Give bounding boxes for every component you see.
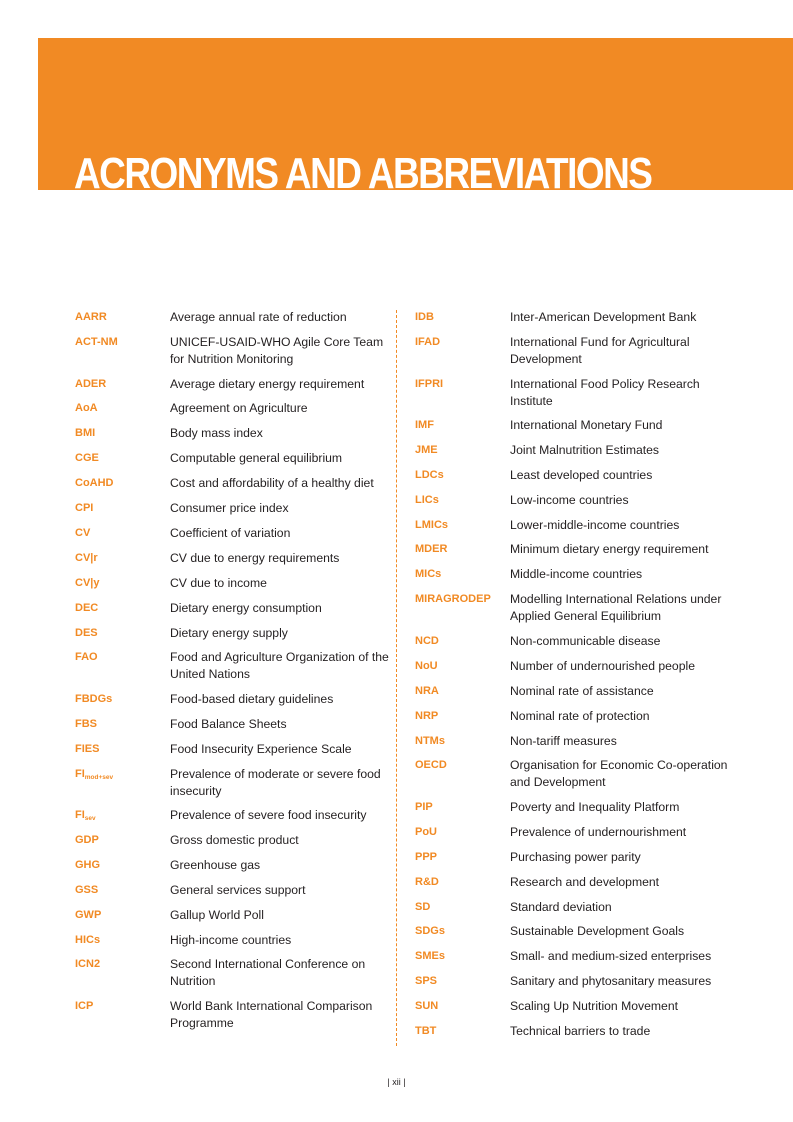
acronym-term-text: LDCs [415,469,444,481]
acronym-term-text: AoA [75,402,98,414]
acronym-term [415,467,444,483]
acronym-term [415,683,439,699]
acronym-term [415,566,441,582]
acronym-term-text: ADER [75,378,107,390]
acronym-term [415,591,491,607]
acronym-definition: Low-income countries [510,493,629,507]
acronym-term-text: CPI [75,502,94,514]
acronym-term-text: NTMs [415,735,445,747]
acronym-term-text: IFAD [415,336,441,348]
acronym-definition: CV due to income [170,576,267,590]
acronym-term [75,475,114,491]
acronym-term-text: GWP [75,909,102,921]
acronym-term-text: MIRAGRODEP [415,593,491,605]
acronym-term-text: NRA [415,685,439,697]
acronym-definition: Poverty and Inequality Platform [510,800,680,814]
acronym-term-text: SDGs [415,925,445,937]
acronym-term [415,517,448,533]
acronym-definition: Dietary energy consumption [170,601,322,615]
acronym-term-text: FIES [75,743,100,755]
acronym-term [75,998,93,1014]
acronym-term-text: GSS [75,884,99,896]
acronym-definition: Nominal rate of assistance [510,684,654,698]
acronym-definition: Small- and medium-sized enterprises [510,949,712,963]
acronym-term [415,708,438,724]
acronym-term [415,973,437,989]
acronym-definition: Organisation for Economic Co-operation and Development [510,758,728,789]
acronym-term [415,442,438,458]
acronym-term-text: MICs [415,568,442,580]
acronym-term-text: R&D [415,876,439,888]
acronym-definition: Prevalence of undernourishment [510,825,687,839]
acronym-term-text: PoU [415,826,437,838]
acronym-term-text: FBDGs [75,693,113,705]
acronym-term-text: HICs [75,934,101,946]
acronym-term [415,948,445,964]
acronym-definition: Consumer price index [170,501,289,515]
acronym-term [415,874,439,890]
acronym-definition: Nominal rate of protection [510,709,650,723]
acronym-term [75,716,97,732]
acronym-term-text: NRP [415,710,439,722]
acronym-term [75,907,101,923]
acronym-term [75,882,98,898]
acronym-term-text: CoAHD [75,477,114,489]
acronym-term-text: CV|r [75,552,98,564]
acronym-term-text: PIP [415,801,433,813]
acronym-term [75,550,98,566]
acronym-definition: Body mass index [170,426,263,440]
acronym-term [75,450,99,466]
acronym-definition: Least developed countries [510,468,653,482]
acronym-term-text: FAO [75,651,98,663]
acronym-definition: Number of undernourished people [510,659,695,673]
acronym-term-text: OECD [415,759,447,771]
acronym-definition: Second International Conference on Nutrition [170,957,366,988]
acronym-term-text: SUN [415,1000,439,1012]
acronym-definition: Average annual rate of reduction [170,310,347,324]
acronym-term [75,832,99,848]
acronym-term-text: SPS [415,975,438,987]
acronym-term [415,849,437,865]
acronym-term [75,807,96,827]
acronym-definition: Minimum dietary energy requirement [510,542,709,556]
acronym-term-text: NCD [415,635,439,647]
acronym-term [415,541,447,557]
acronym-definition: Gallup World Poll [170,908,264,922]
acronym-term [75,400,98,416]
acronym-term-text: ICP [75,1000,94,1012]
acronym-term-text: SD [415,901,431,913]
acronym-term [75,956,100,972]
acronym-term [75,600,98,616]
acronym-definition: Non-tariff measures [510,734,617,748]
acronym-term-text: FI [75,809,85,821]
acronym-definition: Sanitary and phytosanitary measures [510,974,712,988]
acronym-term [415,1023,436,1039]
acronym-term [415,923,445,939]
acronym-term-text: GHG [75,859,101,871]
acronym-term-text: JME [415,444,438,456]
acronym-term [75,766,113,786]
acronym-definition: Food Insecurity Experience Scale [170,742,352,756]
acronym-term [415,757,447,773]
acronym-term [75,649,98,665]
acronym-term [415,824,437,840]
acronym-term-text: IMF [415,419,434,431]
acronym-term-text: LICs [415,494,439,506]
acronym-term [415,492,439,508]
acronym-term-text: MDER [415,543,448,555]
acronym-term-text: DEC [75,602,99,614]
acronym-term-text: ACT-NM [75,336,118,348]
acronym-definition: International Food Policy Research Institute [510,377,700,408]
acronym-term [415,799,433,815]
acronym-definition: Joint Malnutrition Estimates [510,443,660,457]
page-title: ACRONYMS AND ABBREVIATIONS [74,149,652,198]
acronym-definition: Food Balance Sheets [170,717,287,731]
acronym-definition: Lower-middle-income countries [510,518,680,532]
acronym-term-text: NoU [415,660,438,672]
acronym-definition: Modelling International Relations under Applied General Equilibrium [510,592,722,623]
acronym-term-subscript: mod+sev [84,774,114,781]
acronym-definition: Prevalence of moderate or severe food insecurity [170,767,381,798]
acronym-term [75,334,118,350]
acronym-definition: Prevalence of severe food insecurity [170,808,367,822]
acronym-term [415,633,439,649]
acronym-definition: World Bank International Comparison Programme [170,999,373,1030]
acronym-definition: Standard deviation [510,900,612,914]
acronym-term-text: LMICs [415,519,448,531]
acronym-term-text: SMEs [415,950,445,962]
acronym-term-text: TBT [415,1025,437,1037]
column-divider [396,310,397,1046]
acronym-definition: Middle-income countries [510,567,643,581]
acronym-definition: Food and Agriculture Organization of the United Nations [170,650,389,681]
acronym-definition: Cost and affordability of a healthy diet [170,476,374,490]
acronym-term [75,376,106,392]
acronym-term [75,932,100,948]
acronym-term [415,899,430,915]
acronym-term [415,998,438,1014]
page-number: | xii | [387,1077,406,1087]
acronym-definition: Inter-American Development Bank [510,310,697,324]
acronym-term-text: DES [75,627,98,639]
acronym-term-text: IDB [415,311,434,323]
acronym-term [75,525,90,541]
acronym-term-text: CV|y [75,577,100,589]
acronym-definition: CV due to energy requirements [170,551,340,565]
acronym-definition: High-income countries [170,933,292,947]
acronym-term [415,417,434,433]
acronym-term [75,575,99,591]
acronym-term-text: GDP [75,834,99,846]
acronym-term [75,500,93,516]
acronym-term [415,733,445,749]
acronym-term-text: IFPRI [415,378,444,390]
acronym-term-text: PPP [415,851,438,863]
acronym-definition: Computable general equilibrium [170,451,343,465]
acronym-term [75,309,107,325]
acronym-definition: Coefficient of variation [170,526,291,540]
acronym-definition: Average dietary energy requirement [170,377,365,391]
acronym-term-text: CV [75,527,91,539]
acronym-definition: International Fund for Agricultural Development [510,335,690,366]
acronym-definition: Greenhouse gas [170,858,261,872]
acronym-term [415,309,434,325]
acronym-term [415,376,443,392]
acronym-term [75,741,99,757]
acronym-term [75,857,100,873]
acronym-definition: Gross domestic product [170,833,299,847]
acronym-definition: Agreement on Agriculture [170,401,308,415]
acronym-definition: Scaling Up Nutrition Movement [510,999,678,1013]
acronym-term [75,625,98,641]
acronym-term-subscript: sev [84,815,96,822]
acronym-definition: Purchasing power parity [510,850,641,864]
acronym-definition: Non-communicable disease [510,634,661,648]
acronym-term [415,334,440,350]
acronym-term-text: AARR [75,311,107,323]
acronym-term-text: FBS [75,718,97,730]
acronym-definition: Food-based dietary guidelines [170,692,334,706]
acronym-definition: UNICEF-USAID-WHO Agile Core Team for Nutrition Monitoring [170,335,384,366]
acronym-definition: Dietary energy supply [170,626,288,640]
acronym-definition: Sustainable Development Goals [510,924,685,938]
acronym-definition: Technical barriers to trade [510,1024,651,1038]
acronym-definition: Research and development [510,875,660,889]
acronym-term [75,691,112,707]
acronym-definition: General services support [170,883,306,897]
acronym-term-text: FI [75,768,85,780]
acronym-term-text: ICN2 [75,958,101,970]
acronym-definition: International Monetary Fund [510,418,663,432]
acronym-term [75,425,95,441]
acronym-term-text: CGE [75,452,99,464]
acronym-term [415,658,438,674]
acronym-term-text: BMI [75,427,96,439]
